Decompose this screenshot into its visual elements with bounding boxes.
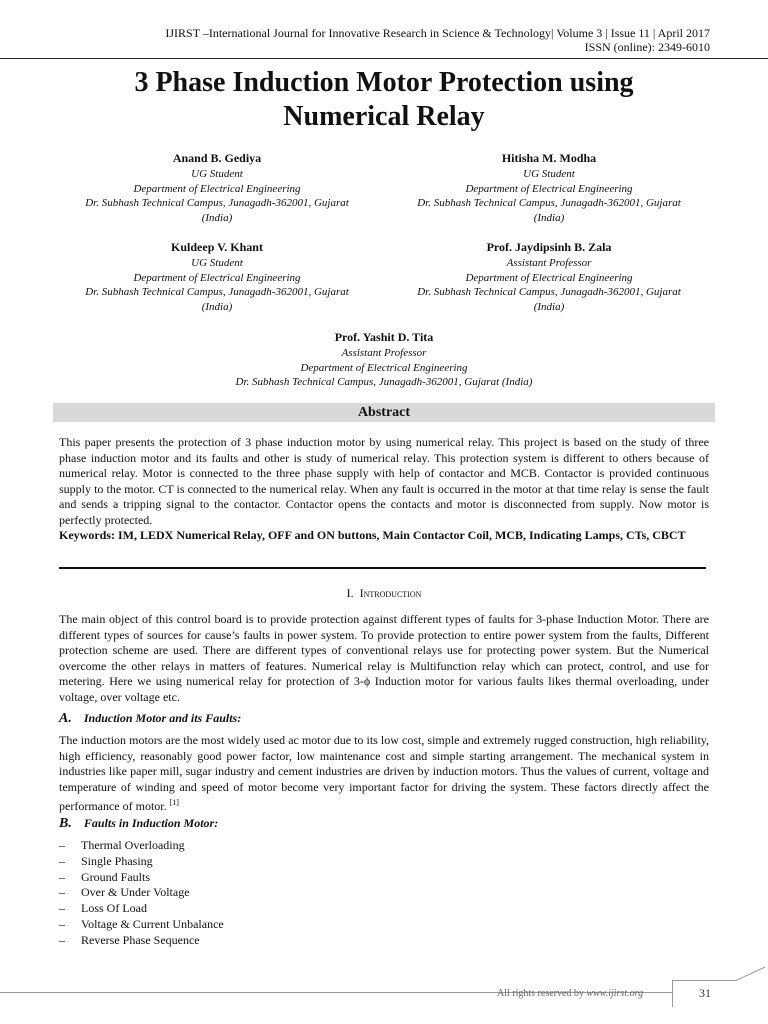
list-dash: – bbox=[59, 838, 65, 852]
list-item bbox=[59, 901, 224, 917]
author-inst: Dr. Subhash Technical Campus, Junagadh-362001, Gujarat bbox=[417, 286, 681, 298]
fault-list bbox=[59, 838, 224, 949]
author-dept: Department of Electrical Engineering bbox=[133, 182, 301, 195]
author-block bbox=[389, 239, 709, 314]
author-dept: Department of Electrical Engineering bbox=[300, 361, 468, 374]
author-role: UG Student bbox=[523, 168, 575, 180]
abstract-body bbox=[59, 435, 709, 544]
list-item-text: Ground Faults bbox=[81, 869, 150, 884]
abstract-heading: Abstract bbox=[53, 403, 715, 422]
rights-text: All rights reserved by bbox=[497, 988, 584, 999]
author-country: (India) bbox=[201, 300, 233, 313]
page-corner-decoration bbox=[736, 966, 765, 980]
list-dash: – bbox=[59, 932, 65, 947]
list-item-text: Single Phasing bbox=[81, 853, 153, 868]
journal-line: IJIRST –International Journal for Innovative Research in Science & Technology| Volume 3 | Issue 11 | April 2017 bbox=[165, 26, 710, 40]
author-dept: Department of Electrical Engineering bbox=[465, 271, 633, 284]
journal-url[interactable]: www.ijirst.org bbox=[586, 988, 644, 999]
list-dash: – bbox=[59, 885, 65, 900]
author-name: Prof. Jaydipsinh B. Zala bbox=[486, 240, 612, 254]
list-item-text: Over & Under Voltage bbox=[81, 885, 190, 900]
section-divider bbox=[59, 567, 706, 569]
author-block bbox=[184, 329, 584, 390]
author-role: UG Student bbox=[191, 257, 243, 269]
subsection-letter: B. bbox=[59, 816, 72, 831]
author-inst: Dr. Subhash Technical Campus, Junagadh-362001, Gujarat bbox=[85, 197, 349, 209]
list-item bbox=[59, 854, 224, 870]
introduction-body: The main object of this control board is to provide protection against different types of faults for 3-phase Induction Motor. There are different types of sources for cause’s faults in power system. To provide protection to entire power system from the faults, Different protection scheme are used. There are different types of conventional relays use for protecting power system. But the Numerical overcome the other relays in matters of features. Numerical relay is Multifunction relay which can protect, control, and use for metering. Here we using numerical relay for protection of 3-ϕ Induction motor for various faults likes thermal overloading, under voltage, over voltage etc. bbox=[59, 612, 709, 704]
author-name: Kuldeep V. Khant bbox=[171, 240, 263, 254]
list-dash: – bbox=[59, 869, 65, 884]
section-number: I. bbox=[346, 586, 354, 600]
list-item bbox=[59, 933, 224, 949]
author-block bbox=[57, 150, 377, 225]
author-name: Anand B. Gediya bbox=[172, 151, 262, 165]
author-role: UG Student bbox=[191, 168, 243, 180]
list-item-text: Reverse Phase Sequence bbox=[81, 932, 200, 947]
section-title: Introduction bbox=[359, 586, 422, 600]
title-line-1: 3 Phase Induction Motor Protection using bbox=[134, 67, 634, 98]
author-inst: Dr. Subhash Technical Campus, Junagadh-362001, Gujarat bbox=[417, 197, 681, 209]
author-country: (India) bbox=[533, 300, 565, 313]
page-number: 31 bbox=[672, 980, 737, 1007]
author-name: Prof. Yashit D. Tita bbox=[334, 330, 434, 344]
subsection-a-body bbox=[59, 733, 709, 815]
author-role: Assistant Professor bbox=[506, 257, 592, 269]
list-dash: – bbox=[59, 916, 65, 931]
author-dept: Department of Electrical Engineering bbox=[133, 271, 301, 284]
subsection-title: Faults in Induction Motor: bbox=[83, 816, 219, 830]
subsection-heading-b bbox=[59, 815, 218, 832]
author-country: (India) bbox=[201, 211, 233, 224]
author-dept: Department of Electrical Engineering bbox=[465, 182, 633, 195]
author-role: Assistant Professor bbox=[341, 347, 427, 359]
list-item-text: Loss Of Load bbox=[81, 901, 147, 916]
issn-line: ISSN (online): 2349-6010 bbox=[584, 40, 710, 54]
footer-rights bbox=[497, 988, 643, 999]
author-country: (India) bbox=[533, 211, 565, 224]
author-inst: Dr. Subhash Technical Campus, Junagadh-362001, Gujarat bbox=[85, 286, 349, 298]
subsection-letter: A. bbox=[59, 711, 72, 726]
list-dash: – bbox=[59, 901, 65, 916]
list-item bbox=[59, 885, 224, 901]
section-heading-introduction bbox=[0, 585, 768, 601]
subsection-title: Induction Motor and its Faults: bbox=[83, 711, 242, 725]
list-item bbox=[59, 917, 224, 933]
journal-header bbox=[165, 26, 710, 54]
list-item-text: Voltage & Current Unbalance bbox=[81, 916, 224, 931]
subsection-a-text: The induction motors are the most widely used ac motor due to its low cost, simple and extremely rugged construction, high reliability, high efficiency, reasonably good power factor, low maintenance cost and simple starting arrangement. The mechanical system in industries like paper mill, sugar industry and cement industries are driven by induction motors. Thus the values of current, voltage and temperature of winding and speed of motor become very important factor for driving the system. These factors directly affect the performance of motor. bbox=[59, 733, 709, 813]
title-line-2: Numerical Relay bbox=[283, 101, 485, 132]
keywords: Keywords: IM, LEDX Numerical Relay, OFF and ON buttons, Main Contactor Coil, MCB, Indicating Lamps, CTs, CBCT bbox=[59, 528, 686, 542]
author-inst: Dr. Subhash Technical Campus, Junagadh-362001, Gujarat (India) bbox=[235, 376, 533, 388]
author-block bbox=[57, 239, 377, 314]
abstract-text: This paper presents the protection of 3 phase induction motor by using numerical relay. This project is based on the study of three phase induction motor and its faults and other is study of numerical relay. This protection system is different to others because of numerical relay. Motor is connected to the three phase supply with help of contactor and MCB. Contactor is provided continuous supply to the motor. CT is connected to the numerical relay. When any fault is occurred in the motor at that time relay is sense the fault and sends a tripping signal to the contactor. Contactor opens the contacts and motor is disconnected from supply. Now motor is perfectly protected. bbox=[59, 435, 709, 527]
author-name: Hitisha M. Modha bbox=[501, 151, 597, 165]
author-block bbox=[389, 150, 709, 225]
list-item-text: Thermal Overloading bbox=[81, 838, 185, 852]
list-item bbox=[59, 838, 224, 854]
list-dash: – bbox=[59, 853, 65, 868]
paper-title bbox=[0, 66, 768, 134]
list-item bbox=[59, 870, 224, 886]
header-rule bbox=[0, 58, 768, 59]
subsection-heading-a bbox=[59, 710, 241, 727]
citation: [1] bbox=[169, 798, 179, 807]
